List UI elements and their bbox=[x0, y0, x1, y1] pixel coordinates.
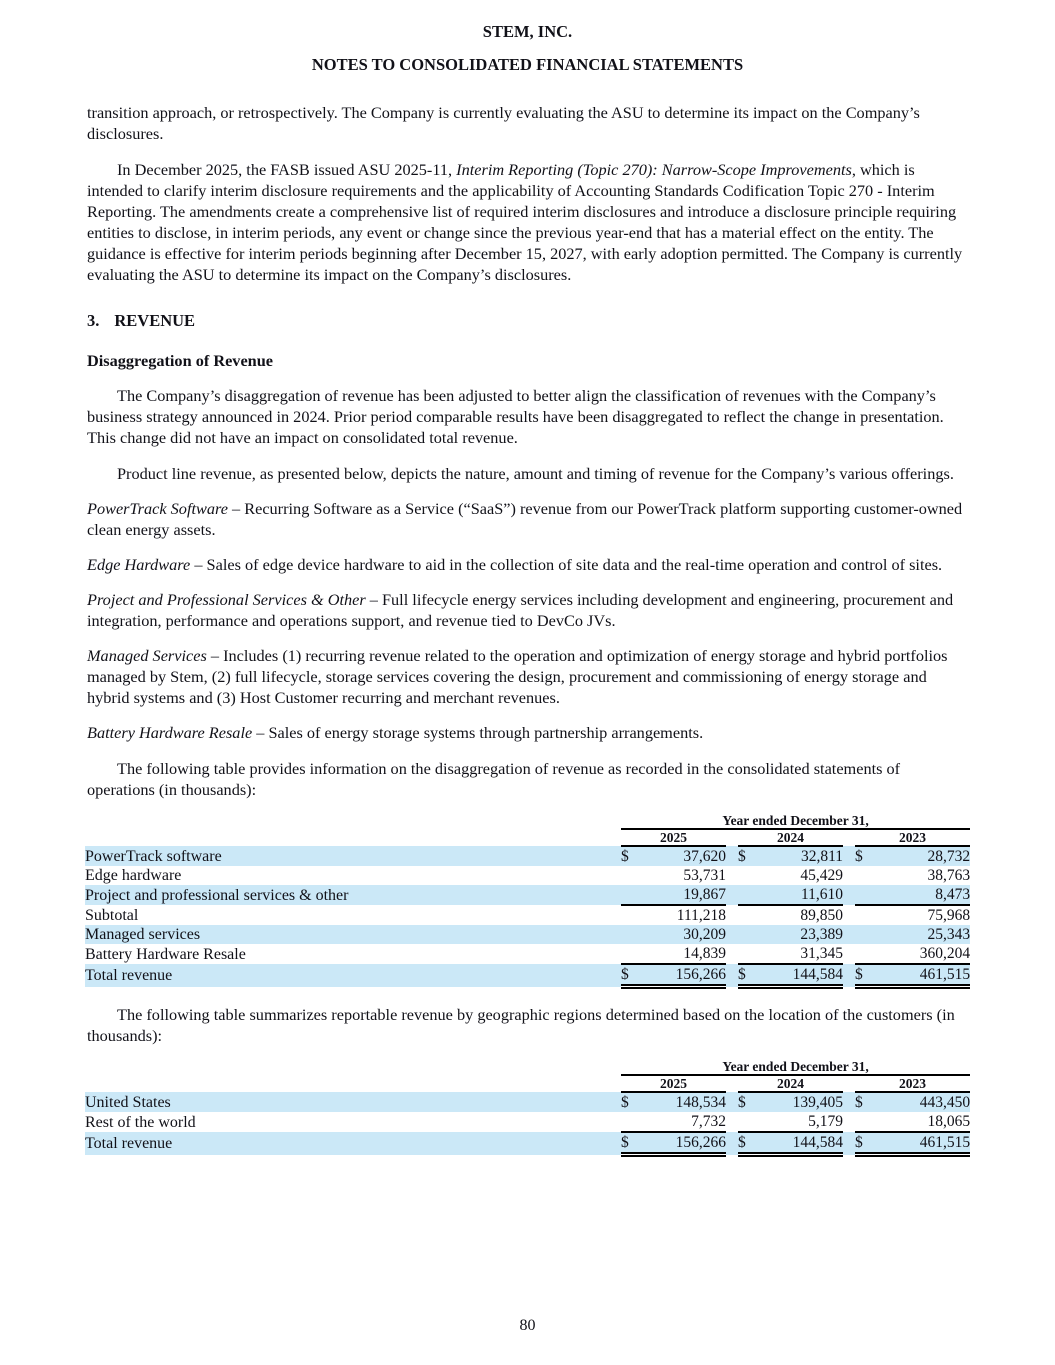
value-cell: 7,732 bbox=[639, 1112, 726, 1132]
spacer-cell bbox=[726, 944, 738, 964]
empty-cell bbox=[85, 813, 621, 829]
subsection-heading-disaggregation: Disaggregation of Revenue bbox=[87, 351, 274, 370]
row-label: Total revenue bbox=[85, 1132, 621, 1155]
table-row bbox=[85, 846, 970, 866]
value-cell: 45,429 bbox=[800, 867, 843, 884]
asu-paragraph-body: , which is intended to clarify interim disclosure requirements and the applicability of Accounting Standards Codification Topic 270 - Interim Reporting. The amendments create a comprehensive list of required interim disclosures and introduce a disclosure principle requiring entities to disclose, in interim periods, any event or change since the previous year-end that has a material effect on the entity. The guidance is effective for interim periods beginning after December 15, 2027, with early adoption permitted. The Company is currently evaluating the ASU to determine its impact on the Company’s disclosures. bbox=[87, 160, 963, 284]
revenue-by-geography-table bbox=[85, 1059, 970, 1157]
paragraph-product-line-revenue: Product line revenue, as presented below, depicts the nature, amount and timing of revenue for the Company’s various offerings. bbox=[117, 464, 954, 483]
value-cell: 139,405 bbox=[756, 1092, 843, 1112]
spacer-cell bbox=[726, 846, 738, 866]
value-cell: 23,389 bbox=[756, 925, 843, 944]
spacer-cell bbox=[726, 1092, 738, 1112]
paragraph-disaggregation-intro: The Company’s disaggregation of revenue has been adjusted to better align the classification of revenues with the Company’s business strategy announced in 2024. Prior period comparable results have been disaggregated to reflect the change in presentation. This change did not have an impact on consolidated total revenue. bbox=[87, 386, 944, 447]
empty-cell bbox=[85, 1075, 621, 1092]
year-column-header: 2025 bbox=[621, 1075, 726, 1092]
value-cell: 461,515 bbox=[873, 964, 970, 987]
row-label: Subtotal bbox=[85, 906, 139, 924]
product-term: Project and Professional Services & Other bbox=[87, 590, 366, 609]
dollar-sign-cell bbox=[621, 925, 639, 944]
spacer-cell bbox=[843, 1092, 855, 1112]
dollar-sign-cell bbox=[621, 866, 639, 885]
dollar-sign-cell bbox=[855, 905, 873, 925]
table-period-header-row bbox=[85, 1059, 970, 1075]
value-cell: 53,731 bbox=[683, 867, 726, 884]
spacer-cell bbox=[726, 1132, 738, 1155]
dollar-sign-cell: $ bbox=[855, 964, 873, 987]
section-heading-revenue bbox=[87, 311, 968, 330]
row-label: PowerTrack software bbox=[85, 846, 621, 866]
document-title: STEM, INC. bbox=[482, 22, 573, 41]
row-label: Project and professional services & other bbox=[85, 885, 621, 905]
spacer-cell bbox=[843, 925, 855, 944]
table-period-header-row bbox=[85, 813, 970, 829]
paragraph-transition-approach: transition approach, or retrospectively. The Company is currently evaluating the ASU to determine its impact on the Company’s disclosures. bbox=[87, 103, 920, 143]
table-row bbox=[85, 905, 970, 925]
value-cell: 30,209 bbox=[639, 925, 726, 944]
value-cell: 38,763 bbox=[927, 867, 971, 884]
section-title: REVENUE bbox=[114, 311, 196, 330]
spacer-cell bbox=[843, 885, 855, 905]
value-cell: 37,620 bbox=[639, 846, 726, 866]
spacer-cell bbox=[843, 846, 855, 866]
dollar-sign-cell bbox=[621, 905, 639, 925]
table-row bbox=[85, 1132, 970, 1155]
page-number: 80 bbox=[519, 1317, 536, 1334]
value-cell: 5,179 bbox=[756, 1112, 843, 1132]
dollar-sign-cell: $ bbox=[738, 846, 756, 866]
spacer-cell bbox=[726, 905, 738, 925]
dollar-sign-cell bbox=[738, 925, 756, 944]
value-cell: 32,811 bbox=[756, 846, 843, 866]
value-cell: 443,450 bbox=[873, 1092, 970, 1112]
dollar-sign-cell bbox=[855, 925, 873, 944]
dollar-sign-cell bbox=[855, 944, 873, 964]
row-label: Battery Hardware Resale bbox=[85, 945, 246, 963]
dollar-sign-cell: $ bbox=[855, 1132, 873, 1155]
table-row bbox=[85, 885, 970, 905]
product-description: – Includes (1) recurring revenue related to the operation and optimization of energy storage and hybrid portfolios managed by Stem, (2) full lifecycle, storage services covering the design, procurement and commissioning of energy storage and hybrid systems and (3) Host Customer recurring and merchant revenues. bbox=[87, 646, 948, 707]
product-term: Managed Services bbox=[87, 646, 207, 665]
spacer-cell bbox=[843, 944, 855, 964]
paragraph-project-professional-services bbox=[87, 589, 968, 631]
paragraph-table1-intro: The following table provides information on the disaggregation of revenue as recorded in the consolidated statements of operations (in thousands): bbox=[87, 759, 901, 799]
dollar-sign-cell: $ bbox=[738, 1092, 756, 1112]
spacer-cell bbox=[726, 829, 738, 846]
product-description: – Sales of energy storage systems through partnership arrangements. bbox=[252, 723, 704, 742]
section-number: 3. bbox=[87, 311, 100, 330]
value-cell: 11,610 bbox=[756, 885, 843, 905]
dollar-sign-cell bbox=[621, 885, 639, 905]
table-row bbox=[85, 1092, 970, 1112]
value-cell: 18,065 bbox=[873, 1112, 970, 1132]
dollar-sign-cell: $ bbox=[738, 964, 756, 987]
paragraph-asu-2025-11 bbox=[87, 159, 968, 285]
value-cell: 8,473 bbox=[873, 885, 970, 905]
empty-cell bbox=[85, 829, 621, 846]
table-row bbox=[85, 925, 970, 944]
paragraph-managed-services bbox=[87, 645, 968, 708]
dollar-sign-cell: $ bbox=[738, 1132, 756, 1155]
table-year-header-row bbox=[85, 1075, 970, 1092]
dollar-sign-cell bbox=[738, 1112, 756, 1132]
year-column-header: 2023 bbox=[855, 829, 970, 846]
dollar-sign-cell bbox=[738, 944, 756, 964]
value-cell: 111,218 bbox=[676, 907, 726, 924]
dollar-sign-cell bbox=[621, 944, 639, 964]
product-description: – Full lifecycle energy services including development and engineering, procurement and integration, performance and operations support, and revenue tied to DevCo JVs. bbox=[87, 590, 954, 630]
dollar-sign-cell bbox=[738, 885, 756, 905]
spacer-cell bbox=[843, 964, 855, 987]
spacer-cell bbox=[726, 885, 738, 905]
period-header: Year ended December 31, bbox=[621, 813, 970, 829]
value-cell: 144,584 bbox=[756, 964, 843, 987]
paragraph-battery-hardware-resale bbox=[87, 722, 968, 743]
value-cell: 156,266 bbox=[639, 964, 726, 987]
value-cell: 75,968 bbox=[927, 907, 971, 924]
dollar-sign-cell: $ bbox=[621, 964, 639, 987]
value-cell: 360,204 bbox=[873, 944, 970, 964]
row-label: Total revenue bbox=[85, 964, 621, 987]
row-label: Managed services bbox=[85, 925, 621, 944]
spacer-cell bbox=[843, 829, 855, 846]
value-cell: 461,515 bbox=[873, 1132, 970, 1155]
asu-standard-title: Interim Reporting (Topic 270): Narrow-Scope Improvements bbox=[456, 160, 852, 179]
product-term: Edge Hardware bbox=[87, 555, 191, 574]
spacer-cell bbox=[726, 866, 738, 885]
spacer-cell bbox=[843, 1132, 855, 1155]
value-cell: 144,584 bbox=[756, 1132, 843, 1155]
spacer-cell bbox=[726, 1075, 738, 1092]
dollar-sign-cell bbox=[855, 866, 873, 885]
empty-cell bbox=[85, 1059, 621, 1075]
table-row bbox=[85, 964, 970, 987]
dollar-sign-cell bbox=[855, 885, 873, 905]
spacer-cell bbox=[843, 1075, 855, 1092]
dollar-sign-cell bbox=[621, 1112, 639, 1132]
product-description: – Recurring Software as a Service (“SaaS”) revenue from our PowerTrack platform supporting customer-owned clean energy assets. bbox=[87, 499, 963, 539]
dollar-sign-cell bbox=[738, 866, 756, 885]
revenue-disaggregation-table bbox=[85, 813, 970, 989]
table-row bbox=[85, 1112, 970, 1132]
paragraph-edge-hardware bbox=[87, 554, 968, 575]
paragraph-table2-intro: The following table summarizes reportable revenue by geographic regions determined based on the location of the customers (in thousands): bbox=[87, 1005, 955, 1045]
period-header: Year ended December 31, bbox=[621, 1059, 970, 1075]
dollar-sign-cell: $ bbox=[621, 1092, 639, 1112]
dollar-sign-cell: $ bbox=[621, 846, 639, 866]
value-cell: 148,534 bbox=[639, 1092, 726, 1112]
asu-paragraph-lead: In December 2025, the FASB issued ASU 2025-11, bbox=[117, 160, 457, 179]
value-cell: 14,839 bbox=[639, 944, 726, 964]
spacer-cell bbox=[726, 1112, 738, 1132]
value-cell: 19,867 bbox=[639, 885, 726, 905]
year-column-header: 2024 bbox=[738, 829, 843, 846]
spacer-cell bbox=[843, 866, 855, 885]
product-term: Battery Hardware Resale bbox=[87, 723, 253, 742]
spacer-cell bbox=[843, 905, 855, 925]
row-label: United States bbox=[85, 1092, 621, 1112]
year-column-header: 2023 bbox=[855, 1075, 970, 1092]
dollar-sign-cell bbox=[738, 905, 756, 925]
spacer-cell bbox=[726, 925, 738, 944]
dollar-sign-cell bbox=[855, 1112, 873, 1132]
value-cell: 89,850 bbox=[800, 907, 843, 924]
row-label: Rest of the world bbox=[85, 1113, 196, 1131]
product-term: PowerTrack Software bbox=[87, 499, 228, 518]
year-column-header: 2025 bbox=[621, 829, 726, 846]
table-year-header-row bbox=[85, 829, 970, 846]
value-cell: 156,266 bbox=[639, 1132, 726, 1155]
row-label: Edge hardware bbox=[85, 867, 182, 884]
dollar-sign-cell: $ bbox=[855, 1092, 873, 1112]
paragraph-powertrack-software bbox=[87, 498, 968, 540]
spacer-cell bbox=[843, 1112, 855, 1132]
spacer-cell bbox=[726, 964, 738, 987]
dollar-sign-cell: $ bbox=[855, 846, 873, 866]
value-cell: 28,732 bbox=[873, 846, 970, 866]
dollar-sign-cell: $ bbox=[621, 1132, 639, 1155]
table-row bbox=[85, 866, 970, 885]
product-description: – Sales of edge device hardware to aid in the collection of site data and the real-time operation and control of sites. bbox=[190, 555, 943, 574]
value-cell: 25,343 bbox=[873, 925, 970, 944]
document-subtitle: NOTES TO CONSOLIDATED FINANCIAL STATEMENTS bbox=[311, 55, 744, 74]
value-cell: 31,345 bbox=[756, 944, 843, 964]
table-row bbox=[85, 944, 970, 964]
year-column-header: 2024 bbox=[738, 1075, 843, 1092]
